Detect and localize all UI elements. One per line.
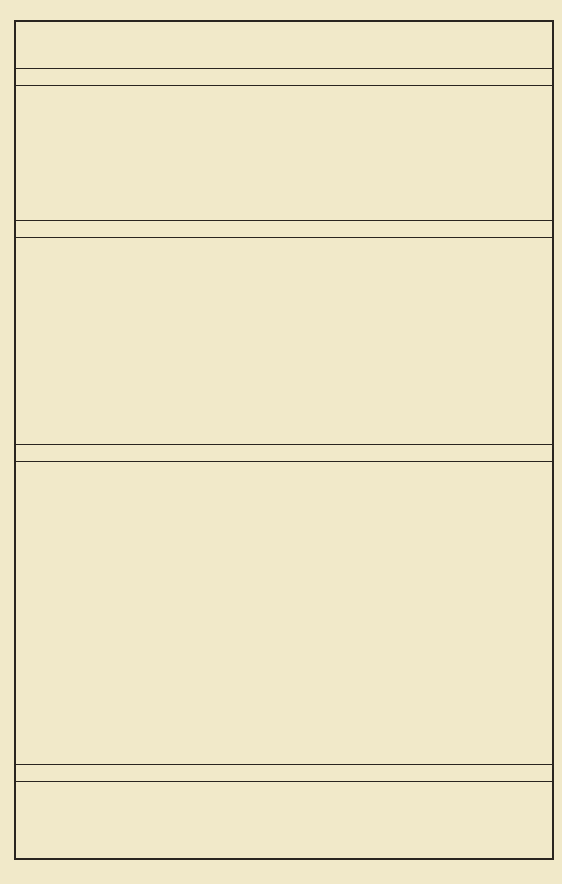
table-192-header bbox=[16, 68, 552, 86]
table-194-header bbox=[16, 444, 552, 462]
table-193-header bbox=[16, 220, 552, 238]
timetable-frame bbox=[14, 20, 554, 860]
table-194 bbox=[16, 462, 552, 762]
table-192 bbox=[16, 88, 552, 218]
table-195-header bbox=[16, 764, 552, 782]
table-193 bbox=[16, 240, 552, 294]
page-header bbox=[8, 2, 554, 18]
table-195 bbox=[16, 782, 552, 852]
